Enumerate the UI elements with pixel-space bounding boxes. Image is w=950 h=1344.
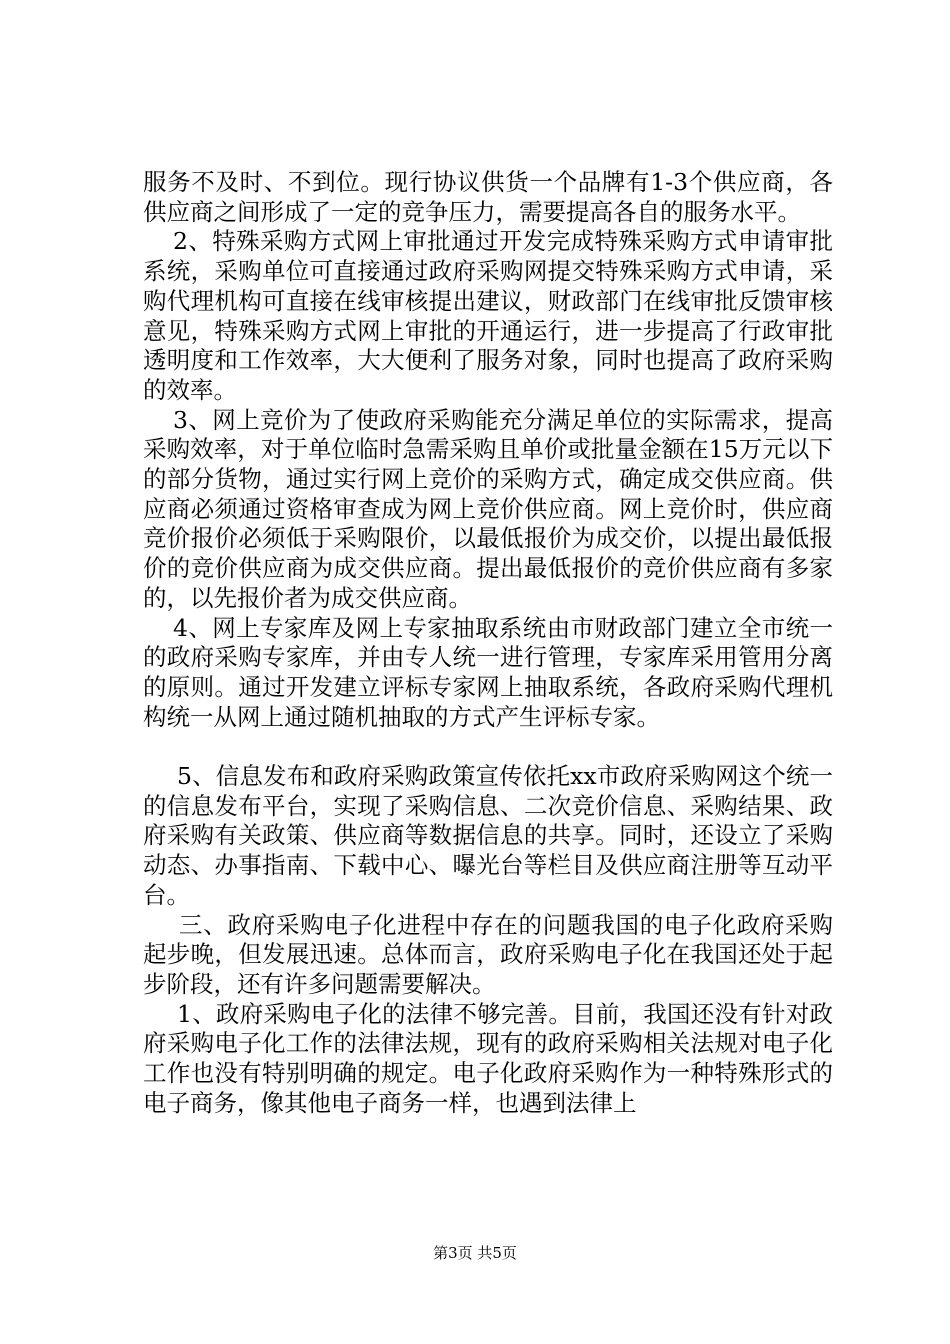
paragraph-item-1: 1、政府采购电子化的法律不够完善。目前，我国还没有针对政府采购电子化工作的法律法规，现有的政府采购相关法规对电子化工作也没有特别明确的规定。电子化政府采购作为一种特殊形式的电子商务，像其他电子商务一样，也遇到法律上 [143,999,833,1117]
section-heading-paragraph: 三、政府采购电子化进程中存在的问题我国的电子化政府采购起步晚，但发展迅速。总体而言，政府采购电子化在我国还处于起步阶段，还有许多问题需要解决。 [143,910,833,998]
paragraph-item-5: 5、信息发布和政府采购政策宣传依托xx市政府采购网这个统一的信息发布平台，实现了采购信息、二次竞价信息、采购结果、政府采购有关政策、供应商等数据信息的共享。同时，还设立了采购动态、办事指南、下载中心、曝光台等栏目及供应商注册等互动平台。 [143,762,833,909]
paragraph-item-4: 4、网上专家库及网上专家抽取系统由市财政部门建立全市统一的政府采购专家库，并由专人统一进行管理，专家库采用管用分离的原则。通过开发建立评标专家网上抽取系统，各政府采购代理机构统一从网上通过随机抽取的方式产生评标专家。 [143,613,833,731]
paragraph-gap [143,732,833,762]
paragraph-item-2: 2、特殊采购方式网上审批通过开发完成特殊采购方式申请审批系统，采购单位可直接通过政府采购网提交特殊采购方式申请，采购代理机构可直接在线审核提出建议，财政部门在线审批反馈审核意见，特殊采购方式网上审批的开通运行，进一步提高了行政审批透明度和工作效率，大大便利了服务对象，同时也提高了政府采购的效率。 [143,227,833,404]
paragraph-continuation: 服务不及时、不到位。现行协议供货一个品牌有1-3个供应商，各供应商之间形成了一定的竞争压力，需要提高各自的服务水平。 [143,168,833,226]
paragraph-item-3: 3、网上竞价为了使政府采购能充分满足单位的实际需求，提高采购效率，对于单位临时急需采购且单价或批量金额在15万元以下的部分货物，通过实行网上竞价的采购方式，确定成交供应商。供应商必须通过资格审查成为网上竞价供应商。网上竞价时，供应商竞价报价必须低于采购限价，以最低报价为成交价，以提出最低报价的竞价供应商为成交供应商。提出最低报价的竞价供应商有多家的，以先报价者为成交供应商。 [143,405,833,612]
document-body [143,168,833,1118]
page-number-footer: 第3页 共5页 [433,1244,517,1262]
